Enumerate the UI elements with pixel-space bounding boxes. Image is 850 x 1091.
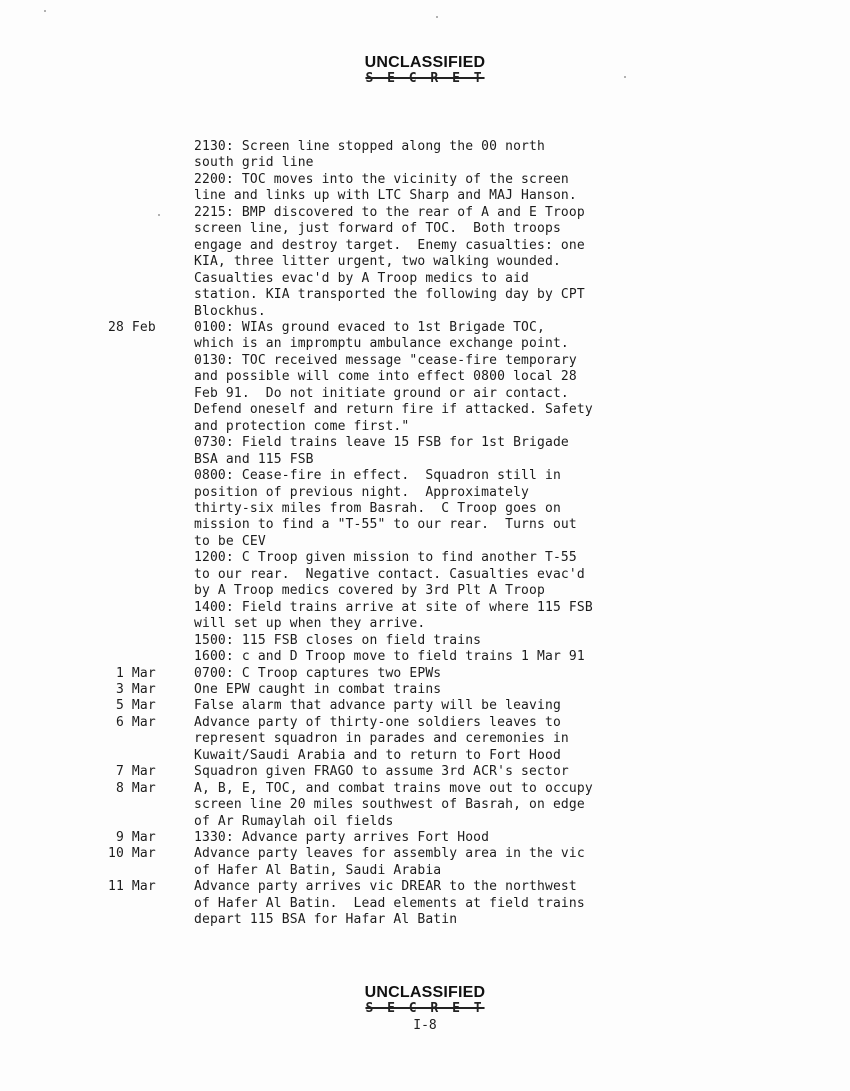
log-date bbox=[108, 386, 194, 402]
log-text: 0130: TOC received message "cease-fire temporary bbox=[194, 352, 577, 368]
log-date bbox=[108, 336, 194, 352]
log-date bbox=[108, 616, 194, 632]
log-line bbox=[108, 846, 808, 862]
log-date bbox=[108, 353, 194, 369]
log-line bbox=[108, 336, 808, 352]
log-date bbox=[108, 419, 194, 435]
log-date: 11 Mar bbox=[108, 879, 156, 895]
log-text: mission to find a "T-55" to our rear. Turns out bbox=[194, 517, 577, 533]
log-line bbox=[108, 649, 808, 665]
log-date bbox=[108, 863, 194, 879]
log-date bbox=[108, 468, 194, 484]
page-header bbox=[0, 54, 850, 86]
log-line bbox=[108, 781, 808, 797]
log-line bbox=[108, 764, 808, 780]
log-text: 0700: C Troop captures two EPWs bbox=[194, 665, 442, 681]
log-text: position of previous night. Approximately bbox=[194, 484, 530, 500]
log-date bbox=[108, 188, 194, 204]
log-text: and protection come first." bbox=[194, 418, 410, 434]
log-text: and possible will come into effect 0800 local 28 bbox=[194, 369, 577, 385]
log-date: 5 Mar bbox=[108, 698, 156, 714]
log-line bbox=[108, 287, 808, 303]
log-date: 6 Mar bbox=[108, 714, 156, 730]
log-text: 1600: c and D Troop move to field trains 1 Mar 91 bbox=[194, 649, 585, 665]
log-line bbox=[108, 600, 808, 616]
log-line bbox=[108, 304, 808, 320]
log-text: south grid line bbox=[194, 155, 314, 171]
log-line bbox=[108, 353, 808, 369]
log-date: 7 Mar bbox=[108, 764, 156, 780]
log-text: represent squadron in parades and ceremonies in bbox=[194, 731, 569, 747]
log-text: False alarm that advance party will be leaving bbox=[194, 698, 561, 714]
log-line bbox=[108, 402, 808, 418]
log-date bbox=[108, 287, 194, 303]
log-date bbox=[108, 517, 194, 533]
log-date bbox=[108, 172, 194, 188]
log-date bbox=[108, 238, 194, 254]
log-date bbox=[108, 452, 194, 468]
log-date bbox=[108, 583, 194, 599]
log-text: 2130: Screen line stopped along the 00 north bbox=[194, 139, 545, 154]
log-line bbox=[108, 139, 808, 155]
log-line bbox=[108, 485, 808, 501]
log-text: KIA, three litter urgent, two walking wounded. bbox=[194, 254, 561, 270]
log-text: A, B, E, TOC, and combat trains move out to occupy bbox=[194, 780, 593, 796]
log-date: 8 Mar bbox=[108, 780, 156, 796]
log-line bbox=[108, 567, 808, 583]
log-line bbox=[108, 369, 808, 385]
log-text: 1400: Field trains arrive at site of where 115 FSB bbox=[194, 599, 593, 615]
log-date bbox=[108, 534, 194, 550]
log-date bbox=[108, 205, 194, 221]
log-text: which is an impromptu ambulance exchange point. bbox=[194, 336, 569, 352]
log-line bbox=[108, 221, 808, 237]
log-date bbox=[108, 814, 194, 830]
log-text: BSA and 115 FSB bbox=[194, 451, 314, 467]
log-date bbox=[108, 254, 194, 270]
header-struck-marking: S E C R E T bbox=[365, 71, 485, 86]
log-text: by A Troop medics covered by 3rd Plt A Troop bbox=[194, 583, 545, 599]
log-line bbox=[108, 682, 808, 698]
log-text: Feb 91. Do not initiate ground or air contact. bbox=[194, 385, 569, 401]
log-line bbox=[108, 534, 808, 550]
log-text: line and links up with LTC Sharp and MAJ Hanson. bbox=[194, 188, 577, 204]
log-line bbox=[108, 830, 808, 846]
log-text: of Hafer Al Batin. Lead elements at field trains bbox=[194, 895, 585, 911]
log-text: thirty-six miles from Basrah. C Troop goes on bbox=[194, 500, 561, 516]
log-line bbox=[108, 452, 808, 468]
log-line bbox=[108, 188, 808, 204]
log-date: 10 Mar bbox=[108, 846, 156, 862]
log-line bbox=[108, 698, 808, 714]
log-date: 9 Mar bbox=[108, 830, 156, 846]
log-text: will set up when they arrive. bbox=[194, 616, 426, 632]
log-date bbox=[108, 402, 194, 418]
log-date bbox=[108, 797, 194, 813]
chronology-log bbox=[108, 139, 808, 929]
footer-classification: UNCLASSIFIED bbox=[364, 984, 486, 1001]
log-date bbox=[108, 633, 194, 649]
log-line bbox=[108, 172, 808, 188]
log-text: Advance party arrives vic DREAR to the northwest bbox=[194, 879, 577, 895]
log-date bbox=[108, 501, 194, 517]
log-text: to our rear. Negative contact. Casualties evac'd bbox=[194, 566, 585, 582]
log-date bbox=[108, 271, 194, 287]
log-text: engage and destroy target. Enemy casualties: one bbox=[194, 237, 585, 253]
log-date bbox=[108, 435, 194, 451]
log-line bbox=[108, 205, 808, 221]
log-text: 0730: Field trains leave 15 FSB for 1st Brigade bbox=[194, 435, 569, 451]
log-line bbox=[108, 435, 808, 451]
log-line bbox=[108, 419, 808, 435]
log-text: Advance party of thirty-one soldiers leaves to bbox=[194, 714, 561, 730]
footer-struck-marking: S E C R E T bbox=[365, 1001, 485, 1016]
log-line bbox=[108, 748, 808, 764]
log-line bbox=[108, 715, 808, 731]
log-text: Squadron given FRAGO to assume 3rd ACR's sector bbox=[194, 764, 569, 780]
log-text: 0800: Cease-fire in effect. Squadron still in bbox=[194, 468, 561, 484]
log-date bbox=[108, 221, 194, 237]
log-date bbox=[108, 649, 194, 665]
log-date bbox=[108, 748, 194, 764]
log-date bbox=[108, 369, 194, 385]
log-line bbox=[108, 386, 808, 402]
log-text: station. KIA transported the following day by CPT bbox=[194, 287, 585, 303]
log-line bbox=[108, 666, 808, 682]
log-text: screen line 20 miles southwest of Basrah, on edge bbox=[194, 797, 585, 813]
page-footer bbox=[0, 984, 850, 1033]
log-text: screen line, just forward of TOC. Both troops bbox=[194, 221, 561, 237]
log-date bbox=[108, 155, 194, 171]
log-date: 28 Feb bbox=[108, 319, 156, 335]
log-line bbox=[108, 271, 808, 287]
log-line bbox=[108, 896, 808, 912]
log-line bbox=[108, 501, 808, 517]
log-date bbox=[108, 896, 194, 912]
log-line bbox=[108, 550, 808, 566]
header-classification: UNCLASSIFIED bbox=[364, 54, 486, 71]
log-line bbox=[108, 468, 808, 484]
scan-speck bbox=[436, 16, 438, 18]
log-text: of Ar Rumaylah oil fields bbox=[194, 813, 394, 829]
log-date bbox=[108, 731, 194, 747]
log-text: depart 115 BSA for Hafar Al Batin bbox=[194, 912, 458, 928]
log-text: Advance party leaves for assembly area in the vic bbox=[194, 846, 585, 862]
log-line bbox=[108, 254, 808, 270]
log-line bbox=[108, 238, 808, 254]
log-text: 2200: TOC moves into the vicinity of the screen bbox=[194, 171, 569, 187]
scan-speck bbox=[44, 10, 46, 12]
log-text: 1500: 115 FSB closes on field trains bbox=[194, 632, 482, 648]
log-line bbox=[108, 731, 808, 747]
log-line bbox=[108, 155, 808, 171]
log-line bbox=[108, 517, 808, 533]
log-text: 1330: Advance party arrives Fort Hood bbox=[194, 830, 490, 846]
log-text: 2215: BMP discovered to the rear of A and E Troop bbox=[194, 204, 585, 220]
log-date bbox=[108, 912, 194, 928]
log-line bbox=[108, 879, 808, 895]
log-text: of Hafer Al Batin, Saudi Arabia bbox=[194, 862, 442, 878]
log-date: 3 Mar bbox=[108, 681, 156, 697]
log-date bbox=[108, 139, 194, 155]
log-text: 1200: C Troop given mission to find another T-55 bbox=[194, 550, 577, 566]
log-line bbox=[108, 583, 808, 599]
log-line bbox=[108, 863, 808, 879]
log-line bbox=[108, 814, 808, 830]
log-text: Kuwait/Saudi Arabia and to return to Fort Hood bbox=[194, 747, 561, 763]
log-text: Blockhus. bbox=[194, 303, 266, 319]
log-date bbox=[108, 567, 194, 583]
log-date: 1 Mar bbox=[108, 665, 156, 681]
log-text: to be CEV bbox=[194, 533, 266, 549]
log-line bbox=[108, 797, 808, 813]
log-text: Casualties evac'd by A Troop medics to aid bbox=[194, 270, 530, 286]
log-text: 0100: WIAs ground evaced to 1st Brigade TOC, bbox=[194, 319, 545, 335]
log-line bbox=[108, 616, 808, 632]
log-line bbox=[108, 912, 808, 928]
log-line bbox=[108, 633, 808, 649]
log-date bbox=[108, 600, 194, 616]
log-line bbox=[108, 320, 808, 336]
page-number: I-8 bbox=[413, 1018, 437, 1033]
log-date bbox=[108, 304, 194, 320]
log-text: Defend oneself and return fire if attacked. Safety bbox=[194, 402, 593, 418]
log-date bbox=[108, 485, 194, 501]
log-text: One EPW caught in combat trains bbox=[194, 681, 442, 697]
log-date bbox=[108, 550, 194, 566]
